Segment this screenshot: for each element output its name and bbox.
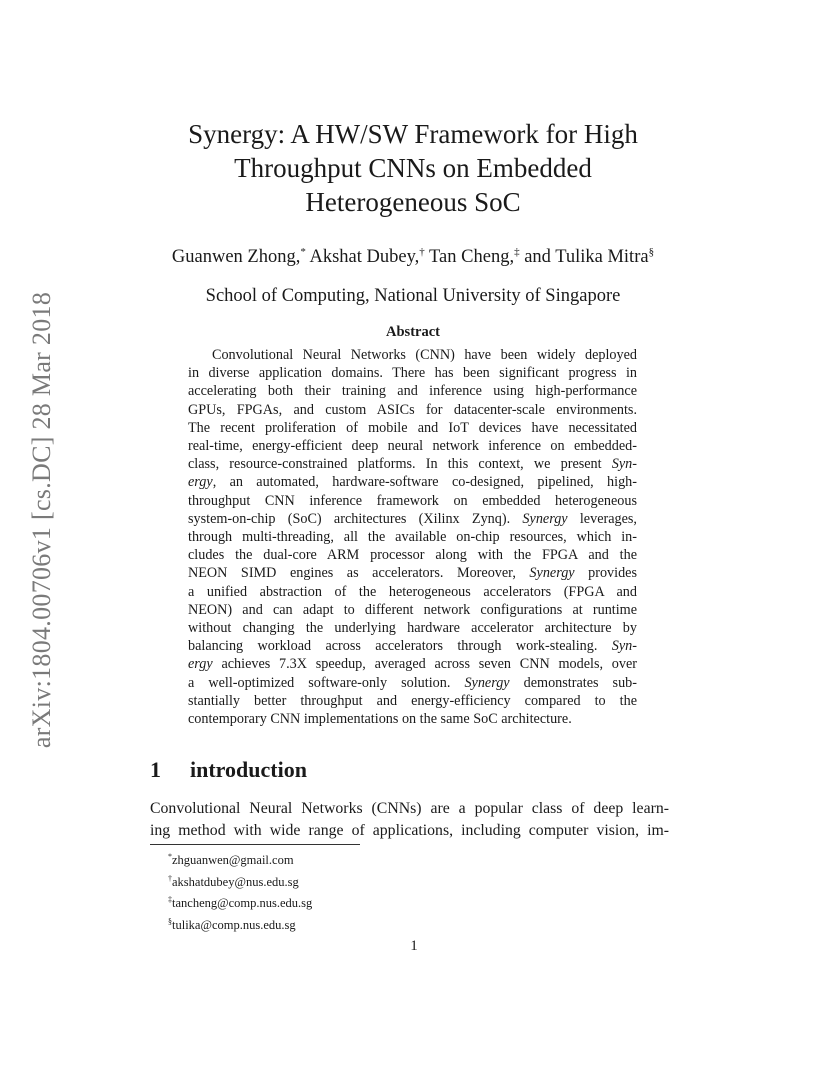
abstract-line: real-time, energy-efficient deep neural network inference on embedded- <box>188 438 637 455</box>
footnote: †akshatdubey@nus.edu.sg <box>168 873 299 889</box>
arxiv-identifier: arXiv:1804.00706v1 [cs.DC] 28 Mar 2018 <box>27 291 56 749</box>
abstract-line: stantially better throughput and energy-efficiency compared to the <box>188 692 637 709</box>
abstract-line: class, resource-constrained platforms. In this context, we present Syn- <box>188 456 637 473</box>
title-line: Heterogeneous SoC <box>305 187 521 217</box>
abstract-line: cludes the dual-core ARM processor along with the FPGA and the <box>188 547 637 564</box>
footnote: *zhguanwen@gmail.com <box>168 852 294 868</box>
abstract-line: a unified abstraction of the heterogeneous accelerators (FPGA and <box>188 583 637 600</box>
arxiv-side-stamp <box>22 285 62 755</box>
footnote: ‡tancheng@comp.nus.edu.sg <box>168 895 313 911</box>
abstract-line: NEON SIMD engines as accelerators. Moreover, Synergy provides <box>188 565 637 582</box>
author: and Tulika Mitra <box>524 247 649 268</box>
body-line: ing method with wide range of applications, including computer vision, im- <box>150 822 669 839</box>
author: Tan Cheng, <box>429 247 515 268</box>
body-line: Convolutional Neural Networks (CNNs) are a popular class of deep learn- <box>150 800 669 817</box>
footnotes <box>168 848 312 935</box>
section-number: 1 <box>150 757 161 782</box>
abstract-line: ergy achieves 7.3X speedup, averaged across seven CNN models, over <box>188 656 637 673</box>
abstract-line: a well-optimized software-only solution. Synergy demonstrates sub- <box>188 674 637 691</box>
author: Akshat Dubey, <box>309 247 420 268</box>
author-list <box>140 240 686 269</box>
footnote-email: akshatdubey@nus.edu.sg <box>172 874 299 889</box>
abstract-line: ergy, an automated, hardware-software co-designed, pipelined, high- <box>188 474 637 491</box>
title-line: Synergy: A HW/SW Framework for High <box>188 119 638 149</box>
abstract-line: NEON) and can adapt to different network configurations at runtime <box>188 601 637 618</box>
abstract-line: without changing the underlying hardware accelerator architecture by <box>188 620 637 637</box>
abstract-line: The recent proliferation of mobile and IoT devices have necessitated <box>188 419 637 436</box>
paper-title <box>150 117 676 219</box>
footnote-email: zhguanwen@gmail.com <box>172 853 294 868</box>
abstract-line: Convolutional Neural Networks (CNN) have been widely deployed <box>212 347 637 363</box>
abstract-line: accelerating both their training and inference using high-performance <box>188 383 637 400</box>
footnote-mark: † <box>419 246 425 258</box>
abstract-line: balancing workload across accelerators through work-stealing. Syn- <box>188 638 637 655</box>
author: Guanwen Zhong, <box>171 247 301 268</box>
abstract-line: through multi-threading, all the available on-chip resources, which in- <box>188 529 637 546</box>
abstract-heading: Abstract <box>386 324 440 340</box>
abstract-line: in diverse application domains. There has been significant progress in <box>188 365 637 382</box>
footnote-mark: ‡ <box>514 246 520 258</box>
footnote-mark: § <box>648 246 655 258</box>
title-line: Throughput CNNs on Embedded <box>234 153 592 183</box>
footnote-email: tulika@comp.nus.edu.sg <box>172 918 296 933</box>
affiliation: School of Computing, National University of Singapore <box>205 286 621 306</box>
footnote-divider <box>150 844 360 845</box>
abstract-line: system-on-chip (SoC) architectures (Xilinx Zynq). Synergy leverages, <box>188 510 637 527</box>
body-paragraph <box>150 798 669 842</box>
abstract-line: contemporary CNN implementations on the same SoC architecture. <box>188 711 572 728</box>
section-title: introduction <box>190 757 307 782</box>
footnote: §tulika@comp.nus.edu.sg <box>168 916 296 933</box>
page-number: 1 <box>410 938 418 954</box>
section-heading <box>150 757 307 783</box>
footnote-mark: * <box>300 246 306 258</box>
abstract-line: GPUs, FPGAs, and custom ASICs for datacenter-scale environments. <box>188 401 637 418</box>
abstract-line: throughput CNN inference framework on embedded heterogeneous <box>188 492 637 509</box>
footnote-email: tancheng@comp.nus.edu.sg <box>172 896 313 911</box>
abstract-body <box>188 346 637 728</box>
